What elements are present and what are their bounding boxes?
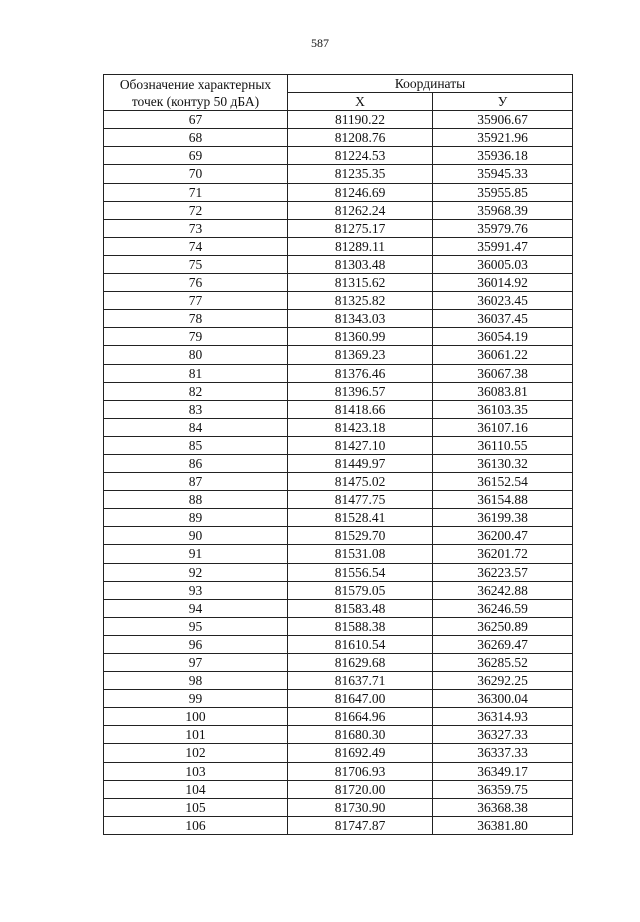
point-designation-line2: точек (контур 50 дБА): [131, 93, 260, 109]
x-coordinate-cell: 81427.10: [288, 436, 433, 454]
table-row: [104, 473, 573, 491]
y-coordinate-cell: 36250.89: [433, 617, 573, 635]
x-coordinate-cell: 81246.69: [288, 183, 433, 201]
y-coordinate-cell: 36246.59: [433, 599, 573, 617]
point-designation-header: [104, 75, 288, 111]
table-row: [104, 654, 573, 672]
point-id-cell: 83: [104, 400, 288, 418]
y-coordinate-cell: 36199.38: [433, 509, 573, 527]
point-id-cell: 104: [104, 780, 288, 798]
x-coordinate-cell: 81369.23: [288, 346, 433, 364]
y-coordinate-cell: 36201.72: [433, 545, 573, 563]
y-coordinate-cell: 36061.22: [433, 346, 573, 364]
x-coordinate-cell: 81556.54: [288, 563, 433, 581]
table-row: [104, 274, 573, 292]
point-id-cell: 105: [104, 798, 288, 816]
x-coordinate-cell: 81730.90: [288, 798, 433, 816]
point-id-cell: 85: [104, 436, 288, 454]
table-row: [104, 436, 573, 454]
x-coordinate-cell: 81531.08: [288, 545, 433, 563]
table-row: [104, 147, 573, 165]
table-row: [104, 129, 573, 147]
y-coordinate-cell: 36083.81: [433, 382, 573, 400]
point-id-cell: 97: [104, 654, 288, 672]
y-coordinate-cell: 35921.96: [433, 129, 573, 147]
y-coordinate-cell: 36349.17: [433, 762, 573, 780]
x-coordinate-cell: 81275.17: [288, 219, 433, 237]
table-row: [104, 708, 573, 726]
x-coordinate-cell: 81396.57: [288, 382, 433, 400]
point-id-cell: 80: [104, 346, 288, 364]
x-coordinate-cell: 81190.22: [288, 111, 433, 129]
table-row: [104, 219, 573, 237]
x-coordinate-cell: 81224.53: [288, 147, 433, 165]
x-column-header: Х: [288, 93, 433, 111]
y-coordinate-cell: 36314.93: [433, 708, 573, 726]
x-coordinate-cell: 81583.48: [288, 599, 433, 617]
point-id-cell: 96: [104, 635, 288, 653]
table-row: [104, 346, 573, 364]
table-row: [104, 292, 573, 310]
page-number: 587: [311, 36, 329, 50]
x-coordinate-cell: 81680.30: [288, 726, 433, 744]
y-coordinate-cell: 36300.04: [433, 690, 573, 708]
point-designation-line1: Обозначение характерных: [119, 76, 272, 92]
x-coordinate-cell: 81664.96: [288, 708, 433, 726]
y-coordinate-cell: 36337.33: [433, 744, 573, 762]
y-coordinate-cell: 36242.88: [433, 581, 573, 599]
table-row: [104, 617, 573, 635]
x-coordinate-cell: 81692.49: [288, 744, 433, 762]
table-row: [104, 111, 573, 129]
point-id-cell: 87: [104, 473, 288, 491]
table-row: [104, 491, 573, 509]
point-id-cell: 71: [104, 183, 288, 201]
point-id-cell: 84: [104, 418, 288, 436]
coordinates-header: Координаты: [288, 75, 573, 93]
point-id-cell: 77: [104, 292, 288, 310]
x-coordinate-cell: 81747.87: [288, 816, 433, 834]
y-coordinate-cell: 36005.03: [433, 255, 573, 273]
x-coordinate-cell: 81360.99: [288, 328, 433, 346]
point-id-cell: 79: [104, 328, 288, 346]
y-coordinate-cell: 36292.25: [433, 672, 573, 690]
table-row: [104, 310, 573, 328]
point-id-cell: 74: [104, 237, 288, 255]
point-id-cell: 68: [104, 129, 288, 147]
point-id-cell: 106: [104, 816, 288, 834]
table-row: [104, 635, 573, 653]
point-id-cell: 82: [104, 382, 288, 400]
table-row: [104, 183, 573, 201]
point-id-cell: 73: [104, 219, 288, 237]
y-coordinate-cell: 36103.35: [433, 400, 573, 418]
point-id-cell: 90: [104, 527, 288, 545]
y-coordinate-cell: 36327.33: [433, 726, 573, 744]
table-row: [104, 599, 573, 617]
table-row: [104, 798, 573, 816]
y-coordinate-cell: 36067.38: [433, 364, 573, 382]
point-id-cell: 101: [104, 726, 288, 744]
point-id-cell: 69: [104, 147, 288, 165]
x-coordinate-cell: 81588.38: [288, 617, 433, 635]
x-coordinate-cell: 81208.76: [288, 129, 433, 147]
table-row: [104, 780, 573, 798]
point-id-cell: 92: [104, 563, 288, 581]
y-coordinate-cell: 35936.18: [433, 147, 573, 165]
y-coordinate-cell: 36368.38: [433, 798, 573, 816]
y-coordinate-cell: 36107.16: [433, 418, 573, 436]
point-id-cell: 70: [104, 165, 288, 183]
table-row: [104, 672, 573, 690]
table-row: [104, 563, 573, 581]
y-coordinate-cell: 36054.19: [433, 328, 573, 346]
x-coordinate-cell: 81720.00: [288, 780, 433, 798]
y-coordinate-cell: 36110.55: [433, 436, 573, 454]
x-coordinate-cell: 81449.97: [288, 454, 433, 472]
y-coordinate-cell: 35945.33: [433, 165, 573, 183]
x-coordinate-cell: 81529.70: [288, 527, 433, 545]
point-id-cell: 89: [104, 509, 288, 527]
y-coordinate-cell: 35955.85: [433, 183, 573, 201]
table-row: [104, 328, 573, 346]
x-coordinate-cell: 81376.46: [288, 364, 433, 382]
x-coordinate-cell: 81262.24: [288, 201, 433, 219]
table-row: [104, 364, 573, 382]
table-row: [104, 454, 573, 472]
point-id-cell: 94: [104, 599, 288, 617]
x-coordinate-cell: 81477.75: [288, 491, 433, 509]
x-coordinate-cell: 81235.35: [288, 165, 433, 183]
x-coordinate-cell: 81637.71: [288, 672, 433, 690]
table-row: [104, 762, 573, 780]
x-coordinate-cell: 81579.05: [288, 581, 433, 599]
x-coordinate-cell: 81289.11: [288, 237, 433, 255]
x-coordinate-cell: 81423.18: [288, 418, 433, 436]
y-coordinate-cell: 36223.57: [433, 563, 573, 581]
y-coordinate-cell: 35968.39: [433, 201, 573, 219]
point-id-cell: 88: [104, 491, 288, 509]
x-coordinate-cell: 81315.62: [288, 274, 433, 292]
point-id-cell: 75: [104, 255, 288, 273]
y-coordinate-cell: 36285.52: [433, 654, 573, 672]
coordinates-table: [103, 74, 573, 835]
point-id-cell: 76: [104, 274, 288, 292]
table-row: [104, 726, 573, 744]
y-coordinate-cell: 35991.47: [433, 237, 573, 255]
y-coordinate-cell: 35906.67: [433, 111, 573, 129]
x-coordinate-cell: 81418.66: [288, 400, 433, 418]
point-id-cell: 100: [104, 708, 288, 726]
y-coordinate-cell: 35979.76: [433, 219, 573, 237]
table-body: [104, 111, 573, 835]
table-row: [104, 816, 573, 834]
x-coordinate-cell: 81629.68: [288, 654, 433, 672]
x-coordinate-cell: 81610.54: [288, 635, 433, 653]
point-id-cell: 102: [104, 744, 288, 762]
table-row: [104, 545, 573, 563]
table-row: [104, 509, 573, 527]
y-column-header: У: [433, 93, 573, 111]
y-coordinate-cell: 36381.80: [433, 816, 573, 834]
point-id-cell: 103: [104, 762, 288, 780]
table-row: [104, 165, 573, 183]
table-row: [104, 581, 573, 599]
point-id-cell: 81: [104, 364, 288, 382]
y-coordinate-cell: 36200.47: [433, 527, 573, 545]
y-coordinate-cell: 36154.88: [433, 491, 573, 509]
point-id-cell: 93: [104, 581, 288, 599]
y-coordinate-cell: 36023.45: [433, 292, 573, 310]
table-row: [104, 418, 573, 436]
point-id-cell: 91: [104, 545, 288, 563]
point-id-cell: 72: [104, 201, 288, 219]
table-row: [104, 237, 573, 255]
x-coordinate-cell: 81706.93: [288, 762, 433, 780]
table-row: [104, 744, 573, 762]
y-coordinate-cell: 36152.54: [433, 473, 573, 491]
table-row: [104, 400, 573, 418]
y-coordinate-cell: 36037.45: [433, 310, 573, 328]
y-coordinate-cell: 36130.32: [433, 454, 573, 472]
y-coordinate-cell: 36359.75: [433, 780, 573, 798]
point-id-cell: 67: [104, 111, 288, 129]
point-id-cell: 78: [104, 310, 288, 328]
point-id-cell: 86: [104, 454, 288, 472]
x-coordinate-cell: 81325.82: [288, 292, 433, 310]
x-coordinate-cell: 81647.00: [288, 690, 433, 708]
y-coordinate-cell: 36269.47: [433, 635, 573, 653]
y-coordinate-cell: 36014.92: [433, 274, 573, 292]
table-row: [104, 255, 573, 273]
table-row: [104, 527, 573, 545]
x-coordinate-cell: 81303.48: [288, 255, 433, 273]
table-row: [104, 382, 573, 400]
table-header: [104, 75, 573, 111]
table-row: [104, 690, 573, 708]
point-id-cell: 98: [104, 672, 288, 690]
x-coordinate-cell: 81475.02: [288, 473, 433, 491]
table-row: [104, 201, 573, 219]
x-coordinate-cell: 81528.41: [288, 509, 433, 527]
x-coordinate-cell: 81343.03: [288, 310, 433, 328]
point-id-cell: 95: [104, 617, 288, 635]
point-id-cell: 99: [104, 690, 288, 708]
